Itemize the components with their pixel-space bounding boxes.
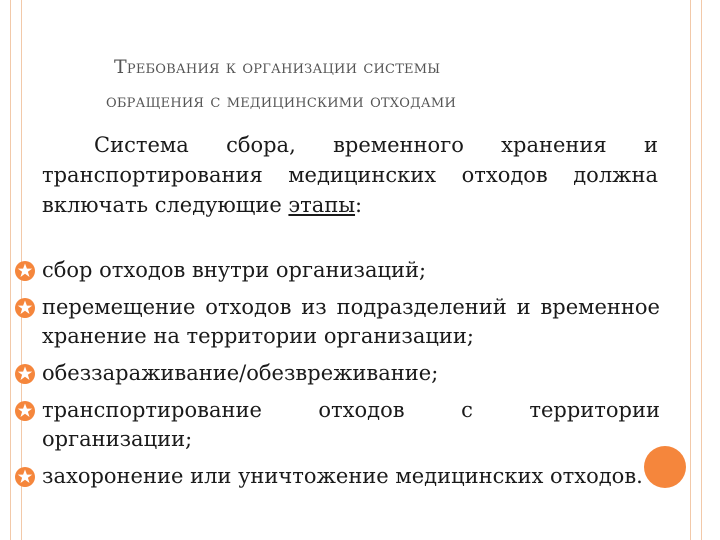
intro-colon: : (355, 193, 363, 217)
slide-title-line-2: обращения с медицинскими отходами (106, 90, 456, 112)
list-item-text: захоронение или уничтожение медицинских отходов. (42, 464, 643, 488)
list-item-text: сбор отходов внутри организаций; (42, 258, 427, 282)
list-item-text: транспортирование отходов с территории организации; (42, 398, 660, 451)
orange-circle-decoration (644, 446, 686, 488)
star-bullet-icon (15, 401, 35, 421)
star-bullet-icon (15, 261, 35, 281)
requirements-list (15, 256, 660, 499)
slide-title-line-1: Требования к организации системы (114, 56, 441, 78)
list-item-text: перемещение отходов из подразделений и временное хранение на территории организации; (42, 295, 660, 348)
slide-title (100, 50, 660, 118)
right-frame-decoration (690, 0, 702, 540)
list-item (15, 396, 660, 454)
intro-text: Система сбора, временного хранения и транспортирования медицинских отходов должна включать следующие (42, 133, 658, 217)
intro-paragraph (42, 130, 658, 220)
intro-underlined-word: этапы (288, 193, 356, 217)
star-bullet-icon (15, 467, 35, 487)
list-item (15, 462, 660, 491)
list-item (15, 359, 660, 388)
list-item (15, 256, 660, 285)
star-bullet-icon (15, 298, 35, 318)
list-item-text: обеззараживание/обезвреживание; (42, 361, 439, 385)
list-item (15, 293, 660, 351)
star-bullet-icon (15, 364, 35, 384)
